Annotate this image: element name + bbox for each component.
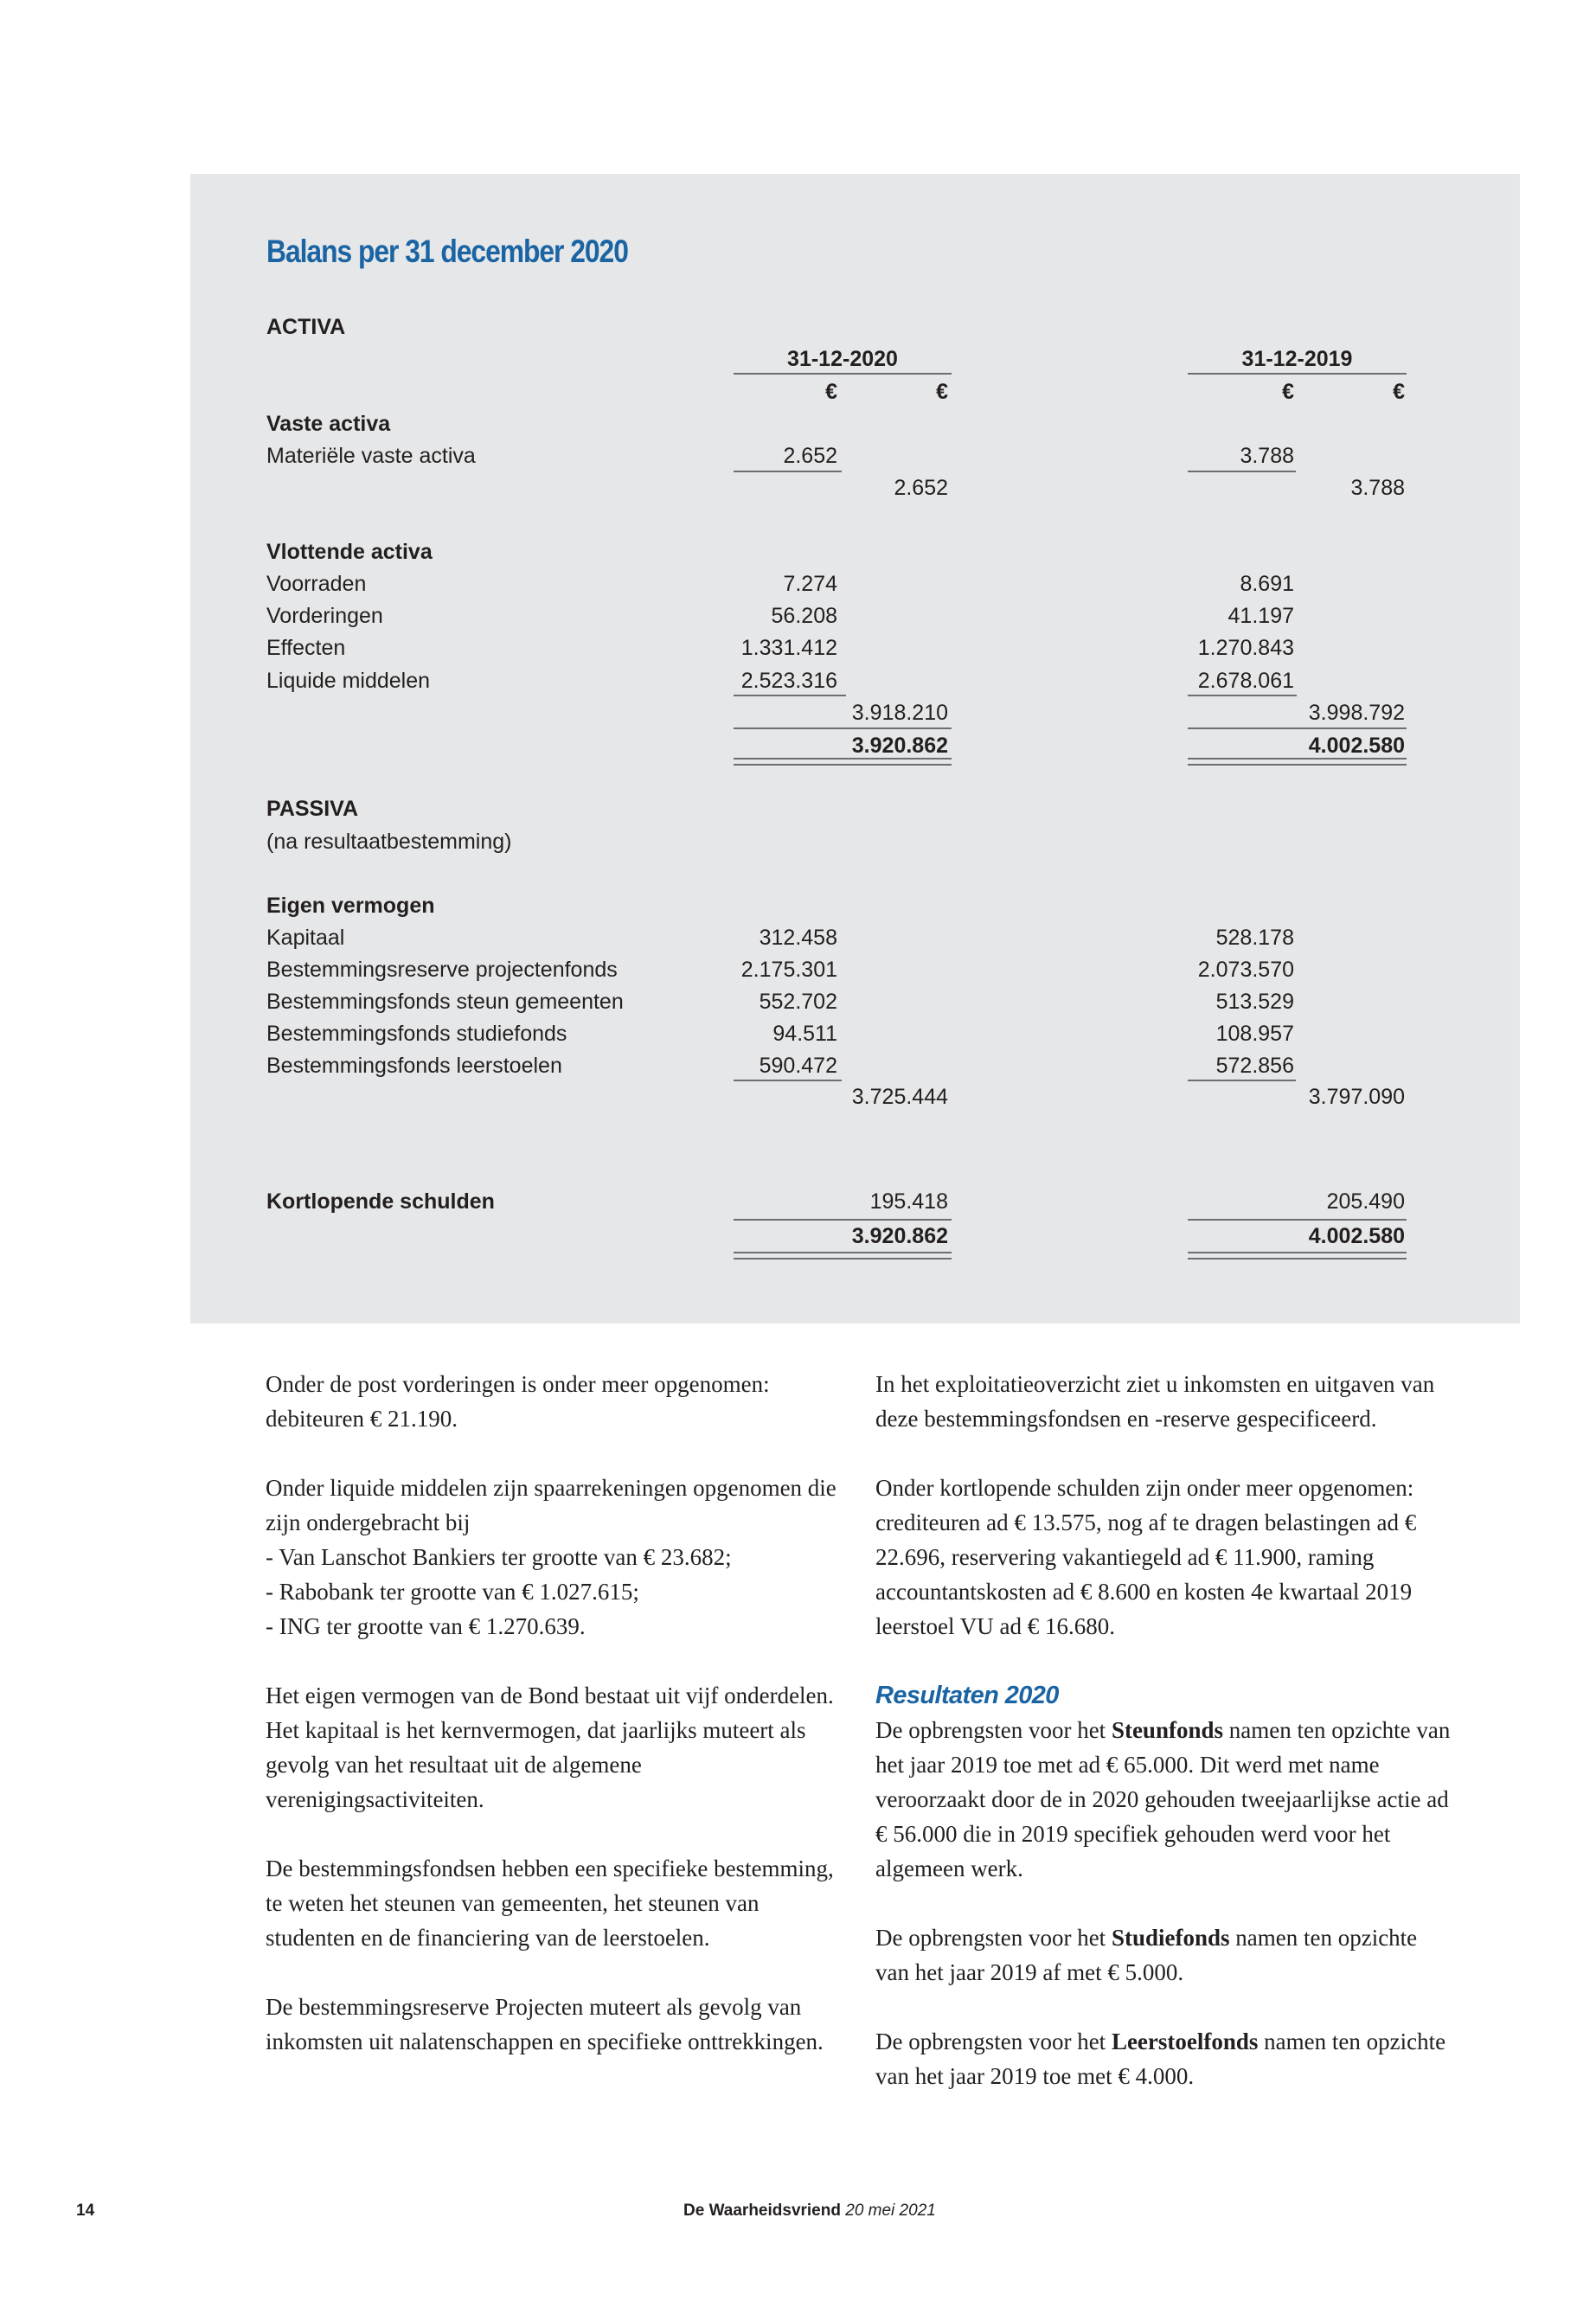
currency-symbol: € — [936, 380, 948, 404]
currency-symbol: € — [825, 380, 837, 404]
rule — [1188, 727, 1407, 729]
passiva-total-2019: 4.002.580 — [1308, 1224, 1405, 1248]
paragraph — [875, 1920, 1451, 1990]
publication-date: 20 mei 2021 — [845, 2202, 936, 2220]
publication-name: De Waarheidsvriend — [683, 2202, 841, 2220]
row-label: Kapitaal — [266, 926, 345, 950]
paragraph — [875, 1713, 1451, 1886]
row-label: Bestemmingsfonds studiefonds — [266, 1022, 567, 1046]
page-number: 14 — [76, 2202, 95, 2220]
text-run: De opbrengsten voor het — [875, 1717, 1112, 1743]
value-2019: 513.529 — [1215, 990, 1294, 1014]
activa-total-2020: 3.920.862 — [851, 734, 948, 758]
emphasis-studiefonds: Studiefonds — [1111, 1925, 1230, 1951]
value-2019: 2.073.570 — [1197, 958, 1294, 982]
text-run: namen ten opzichte van het jaar 2019 toe met € 4.000. — [875, 2029, 1446, 2089]
double-rule — [1188, 1252, 1407, 1259]
subtotal-2020: 3.918.210 — [851, 701, 948, 725]
passiva-note: (na resultaatbestemming) — [266, 830, 512, 854]
value-2020: 590.472 — [759, 1054, 837, 1078]
rule — [734, 471, 842, 472]
passiva-label: PASSIVA — [266, 797, 359, 821]
header-rule-2020 — [734, 373, 952, 375]
list-item: - Van Lanschot Bankiers ter grootte van € 23.682; — [266, 1544, 732, 1570]
value-2020: 7.274 — [783, 572, 837, 596]
text-column-left — [266, 1367, 836, 2059]
emphasis-leerstoelfonds: Leerstoelfonds — [1111, 2029, 1259, 2054]
row-label: Liquide middelen — [266, 669, 431, 693]
rule — [734, 1219, 952, 1221]
value-2019: 2.678.061 — [1197, 669, 1294, 693]
text-run: namen ten opzichte van het jaar 2019 toe met ad € 65.000. Dit werd met name veroorzaakt door de in 2020 gehouden tweejaarlijkse actie ad € 56.000 die in 2019 specifiek gehouden werd voor het algemeen werk. — [875, 1717, 1451, 1881]
paragraph: Het eigen vermogen van de Bond bestaat uit vijf onderdelen. Het kapitaal is het kernvermogen, dat jaarlijks muteert als gevolg van het resultaat uit de algemene verenigingsactiviteiten. — [266, 1682, 834, 1812]
list-item: - ING ter grootte van € 1.270.639. — [266, 1613, 586, 1639]
value-2020: 94.511 — [772, 1022, 837, 1046]
value-2020: 552.702 — [759, 990, 837, 1014]
row-label-kortlopende-schulden: Kortlopende schulden — [266, 1189, 495, 1214]
header-rule-2019 — [1188, 373, 1407, 375]
double-rule — [1188, 758, 1407, 766]
value-2019: 528.178 — [1215, 926, 1294, 950]
row-label: Effecten — [266, 636, 346, 660]
value-2020: 312.458 — [759, 926, 837, 950]
column-header-2020: 31-12-2020 — [787, 347, 898, 371]
activa-total-2019: 4.002.580 — [1308, 734, 1405, 758]
paragraph: De bestemmingsreserve Projecten muteert als gevolg van inkomsten uit nalatenschappen en specifieke onttrekkingen. — [266, 1994, 824, 2054]
rule — [1188, 471, 1296, 472]
row-label: Voorraden — [266, 572, 367, 596]
value-2019: 205.490 — [1326, 1189, 1405, 1214]
section-heading-resultaten: Resultaten 2020 — [875, 1682, 1059, 1709]
paragraph-intro: Onder liquide middelen zijn spaarrekeningen opgenomen die zijn ondergebracht bij — [266, 1475, 836, 1535]
subtotal-2020: 2.652 — [894, 476, 948, 500]
row-label: Bestemmingsfonds leerstoelen — [266, 1054, 562, 1078]
paragraph — [875, 2024, 1451, 2093]
currency-symbol: € — [1393, 380, 1405, 404]
double-rule — [734, 1252, 952, 1259]
rule — [734, 695, 846, 696]
paragraph-bank-accounts — [266, 1471, 836, 1644]
currency-symbol: € — [1282, 380, 1294, 404]
rule — [1188, 1219, 1407, 1221]
rule — [1188, 1080, 1296, 1081]
passiva-total-2020: 3.920.862 — [851, 1224, 948, 1248]
paragraph: Onder kortlopende schulden zijn onder meer opgenomen: crediteuren ad € 13.575, nog af te dragen belastingen ad € 22.696, reservering vakantiegeld ad € 11.900, raming accountantskosten ad € 8.600 en kosten 4e kwartaal 2019 leerstoel VU ad € 16.680. — [875, 1475, 1417, 1639]
text-run: De opbrengsten voor het — [875, 2029, 1112, 2054]
subtotal-2019: 3.998.792 — [1308, 701, 1405, 725]
list-item: - Rabobank ter grootte van € 1.027.615; — [266, 1579, 639, 1605]
text-column-right — [875, 1367, 1451, 2093]
text-run: namen ten opzichte van het jaar 2019 af met € 5.000. — [875, 1925, 1418, 1985]
value-2019: 572.856 — [1215, 1054, 1294, 1078]
balance-title: Balans per 31 december 2020 — [266, 234, 628, 269]
paragraph: De bestemmingsfondsen hebben een specifieke bestemming, te weten het steunen van gemeenten, het steunen van studenten en de financiering van de leerstoelen. — [266, 1856, 834, 1951]
value-2020: 2.175.301 — [740, 958, 837, 982]
value-2020: 195.418 — [869, 1189, 948, 1214]
value-2019: 8.691 — [1240, 572, 1294, 596]
value-2020: 56.208 — [771, 604, 837, 628]
subtotal-2019: 3.788 — [1350, 476, 1405, 500]
section-heading-vaste-activa: Vaste activa — [266, 412, 391, 436]
paragraph: Onder de post vorderingen is onder meer opgenomen: debiteuren € 21.190. — [266, 1371, 770, 1432]
value-2020: 2.523.316 — [740, 669, 837, 693]
double-rule — [734, 758, 952, 766]
paragraph: In het exploitatieoverzicht ziet u inkomsten en uitgaven van deze bestemmingsfondsen en -reserve gespecificeerd. — [875, 1371, 1435, 1432]
rule — [734, 727, 952, 729]
activa-label: ACTIVA — [266, 315, 346, 339]
row-label: Bestemmingsfonds steun gemeenten — [266, 990, 624, 1014]
row-label: Bestemmingsreserve projectenfonds — [266, 958, 618, 982]
value-2019: 3.788 — [1240, 444, 1294, 468]
subtotal-2020: 3.725.444 — [851, 1085, 948, 1109]
text-run: De opbrengsten voor het — [875, 1925, 1112, 1951]
column-header-2019: 31-12-2019 — [1241, 347, 1353, 371]
section-heading-vlottende-activa: Vlottende activa — [266, 540, 433, 564]
footer-publication — [683, 2202, 936, 2221]
rule — [734, 1080, 842, 1081]
value-2019: 1.270.843 — [1197, 636, 1294, 660]
emphasis-steunfonds: Steunfonds — [1111, 1717, 1223, 1743]
value-2020: 2.652 — [783, 444, 837, 468]
row-label: Vorderingen — [266, 604, 383, 628]
subtotal-2019: 3.797.090 — [1308, 1085, 1405, 1109]
row-label: Materiële vaste activa — [266, 444, 476, 468]
value-2019: 108.957 — [1215, 1022, 1294, 1046]
value-2019: 41.197 — [1227, 604, 1294, 628]
value-2020: 1.331.412 — [740, 636, 837, 660]
rule — [1188, 695, 1297, 696]
section-heading-eigen-vermogen: Eigen vermogen — [266, 894, 435, 918]
